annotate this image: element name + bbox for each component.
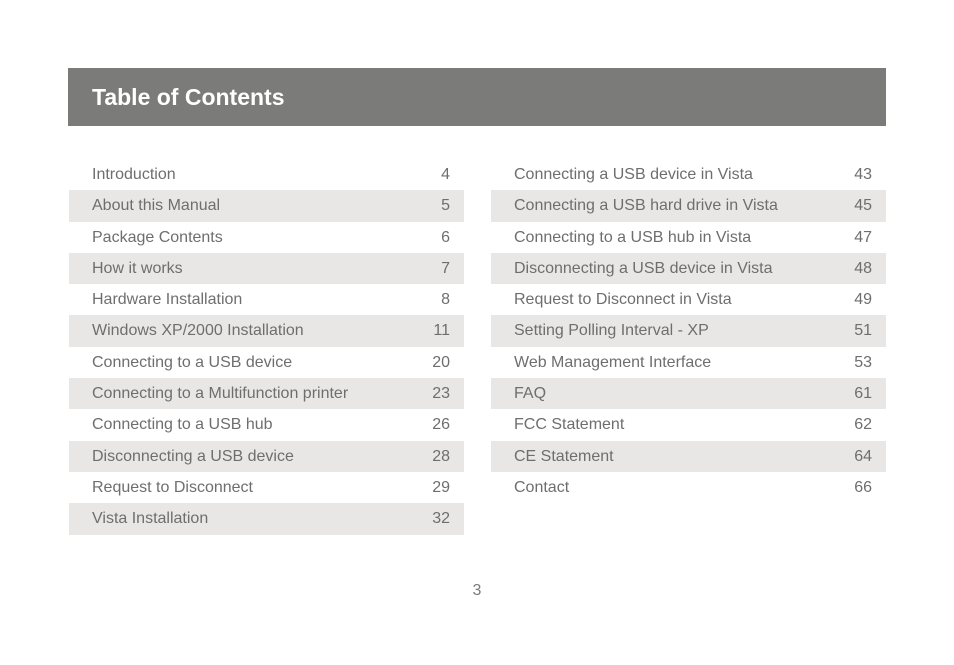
toc-entry[interactable] (69, 378, 464, 409)
toc-entry-label: Request to Disconnect (92, 478, 253, 496)
toc-column-right (491, 159, 886, 503)
toc-entry-label: Request to Disconnect in Vista (514, 291, 732, 309)
toc-entry-page: 29 (432, 478, 450, 496)
toc-entry-label: Connecting to a USB hub (92, 416, 273, 434)
toc-entry[interactable] (69, 222, 464, 253)
toc-entry-label: Windows XP/2000 Installation (92, 322, 304, 340)
toc-entry[interactable] (491, 378, 886, 409)
toc-entry-page: 64 (854, 447, 872, 465)
toc-entry[interactable] (491, 159, 886, 190)
toc-entry[interactable] (69, 315, 464, 346)
toc-entry-page: 28 (432, 447, 450, 465)
toc-entry-label: Introduction (92, 166, 176, 183)
toc-entry[interactable] (491, 441, 886, 472)
toc-entry-page: 6 (441, 228, 450, 246)
page-number: 3 (472, 582, 482, 599)
toc-entry-page: 23 (432, 385, 450, 403)
toc-entry-label: Contact (514, 478, 570, 496)
toc-entry-label: Setting Polling Interval - XP (514, 322, 709, 340)
toc-entry-label: About this Manual (92, 197, 221, 215)
toc-entry[interactable] (69, 190, 464, 221)
toc-entry[interactable] (69, 253, 464, 284)
toc-entry[interactable] (491, 472, 886, 503)
toc-entry-label: FAQ (514, 385, 547, 403)
toc-entry-label: Disconnecting a USB device (92, 447, 294, 465)
toc-entry-label: Vista Installation (92, 510, 209, 528)
toc-entry-page: 66 (854, 478, 872, 496)
toc-entry[interactable] (491, 222, 886, 253)
toc-entry[interactable] (491, 190, 886, 221)
toc-entry[interactable] (69, 284, 464, 315)
toc-entry[interactable] (491, 253, 886, 284)
toc-entry-page: 20 (432, 353, 450, 371)
toc-entry-label: Connecting to a USB device (92, 353, 293, 371)
toc-entry-page: 61 (854, 385, 872, 403)
toc-entry-page: 26 (432, 416, 450, 434)
toc-entry[interactable] (69, 347, 464, 378)
toc-entry[interactable] (69, 409, 464, 440)
toc-entry-label: FCC Statement (514, 416, 625, 434)
toc-entry[interactable] (69, 503, 464, 534)
toc-entry-page: 45 (854, 197, 872, 215)
toc-entry-label: Connecting a USB hard drive in Vista (514, 197, 778, 215)
page-title: Table of Contents (92, 84, 285, 110)
toc-entry-page: 8 (441, 291, 450, 309)
toc-entry[interactable] (491, 284, 886, 315)
toc-entry-label: CE Statement (514, 447, 614, 465)
toc-entry-page: 43 (854, 166, 872, 183)
toc-entry-page: 32 (432, 510, 450, 528)
toc-entry-page: 5 (441, 197, 450, 215)
toc-entry-page: 4 (441, 166, 450, 183)
toc-entry[interactable] (491, 409, 886, 440)
toc-header (68, 68, 886, 126)
toc-entry-page: 7 (441, 259, 450, 277)
toc-entry-page: 49 (854, 291, 872, 309)
toc-entry[interactable] (491, 315, 886, 346)
toc-entry-label: Connecting to a Multifunction printer (92, 385, 349, 403)
toc-entry-label: Hardware Installation (92, 291, 243, 309)
toc-entry-page: 11 (433, 322, 450, 340)
toc-entry-page: 48 (854, 259, 872, 277)
toc-entry-page: 62 (854, 416, 872, 434)
toc-entry-page: 47 (854, 228, 872, 246)
toc-column-left (69, 159, 464, 535)
toc-entry[interactable] (69, 472, 464, 503)
toc-entry-label: How it works (92, 259, 183, 277)
toc-entry-label: Connecting a USB device in Vista (514, 166, 753, 183)
toc-entry-label: Package Contents (92, 228, 223, 246)
toc-entry-label: Web Management Interface (514, 353, 712, 371)
toc-entry-label: Disconnecting a USB device in Vista (514, 259, 773, 277)
toc-entry-page: 51 (854, 322, 872, 340)
toc-entry[interactable] (491, 347, 886, 378)
toc-entry[interactable] (69, 159, 464, 190)
toc-entry-page: 53 (854, 353, 872, 371)
toc-entry-label: Connecting to a USB hub in Vista (514, 228, 752, 246)
toc-entry[interactable] (69, 441, 464, 472)
